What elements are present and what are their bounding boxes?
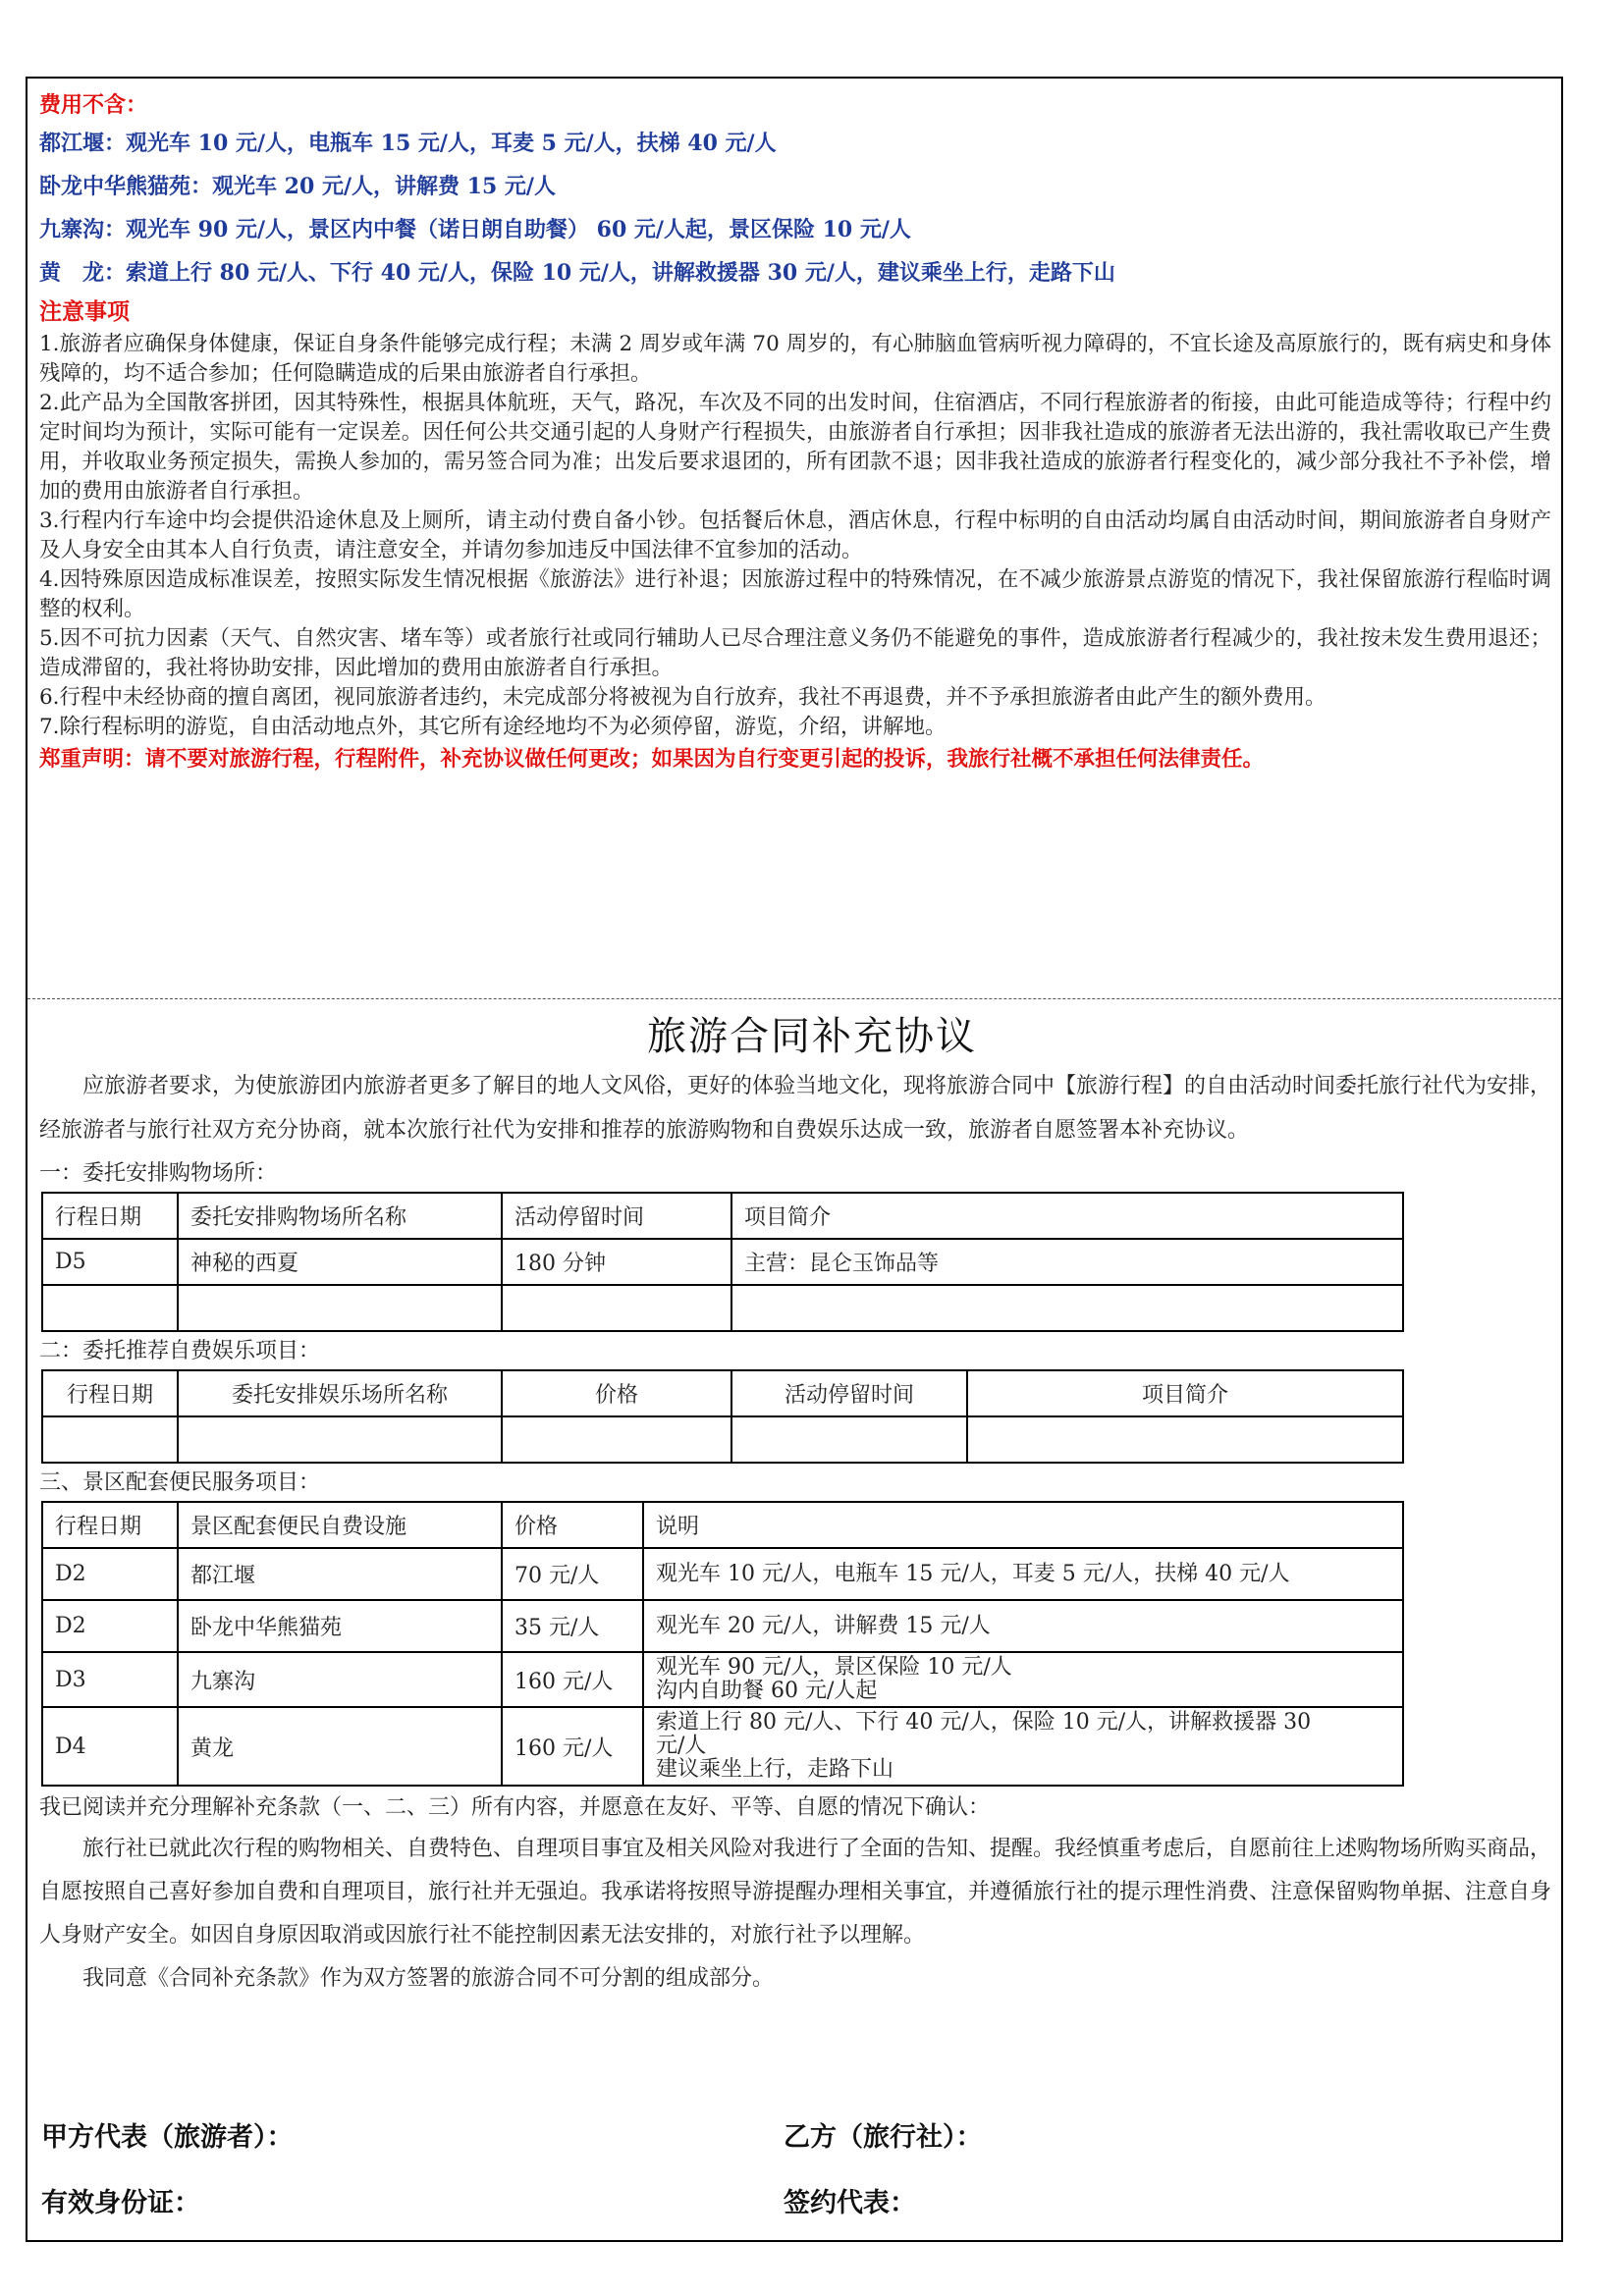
row-description: [643, 1548, 1403, 1600]
description-line: 沟内自助餐 60 元/人起: [656, 1679, 878, 1703]
row-price: 35 元/人: [502, 1600, 643, 1652]
table-header-cell: 活动停留时间: [731, 1370, 967, 1416]
fees-title: 费用不含：: [39, 92, 148, 118]
row-date: D4: [42, 1707, 178, 1786]
table-row: [42, 1707, 1403, 1786]
fee-place: 黄 龙：: [39, 260, 127, 286]
table-cell: D5: [42, 1239, 178, 1285]
row-date: D3: [42, 1652, 178, 1707]
fee-text: 观光车 20 元/人，讲解费 15 元/人: [212, 174, 556, 199]
row-facility: 都江堰: [178, 1548, 502, 1600]
table-header-cell: 项目简介: [967, 1370, 1403, 1416]
fee-place: 卧龙中华熊猫苑：: [39, 174, 213, 199]
table-row: [42, 1416, 1403, 1463]
row-description: [643, 1652, 1403, 1707]
agreement-para2: 旅行社已就此次行程的购物相关、自费特色、自理项目事宜及相关风险对我进行了全面的告知、提醒。我经慎重考虑后，自愿前往上述购物场所购买商品，自愿按照自己喜好参加自费和自理项目，旅行社并无强迫。我承诺将按照导游提醒办理相关事宜，并遵循旅行社的提示理性消费、注意保留购物单据、注意自身人身财产安全。如因自身原因取消或因旅行社不能控制因素无法安排的，对旅行社予以理解。: [39, 1837, 1552, 1948]
table-header-cell: 行程日期: [42, 1193, 178, 1239]
id-label: 有效身份证：: [41, 2188, 200, 2218]
row-price: 70 元/人: [502, 1548, 643, 1600]
table-header-cell: 行程日期: [42, 1502, 178, 1548]
row-date: D2: [42, 1600, 178, 1652]
table-header-cell: 行程日期: [42, 1370, 178, 1416]
row-facility: 九寨沟: [178, 1652, 502, 1707]
sign-label: 签约代表：: [784, 2188, 916, 2218]
agreement-title: 旅游合同补充协议: [647, 1014, 977, 1059]
note-item: 7.除行程标明的游览，自由活动地点外，其它所有途经地均不为必须停留，游览，介绍，讲解地。: [39, 715, 947, 739]
table-cell: [502, 1416, 731, 1463]
table-cell: [731, 1416, 967, 1463]
table-header-cell: 价格: [502, 1370, 731, 1416]
description-line: 观光车 20 元/人，讲解费 15 元/人: [656, 1613, 991, 1638]
note-item: 4.因特殊原因造成标准误差，按照实际发生情况根据《旅游法》进行补退；因旅游过程中的特殊情况，在不减少旅游景点游览的情况下，我社保留旅游行程临时调整的权利。: [39, 567, 1551, 621]
table-header-cell: 委托安排购物场所名称: [178, 1193, 502, 1239]
row-description: [643, 1707, 1403, 1786]
description-line: 索道上行 80 元/人、下行 40 元/人，保险 10 元/人，讲解救援器 30: [656, 1710, 1312, 1735]
fee-text: 观光车 90 元/人，景区内中餐（诺日朗自助餐） 60 元/人起，景区保险 10 元/人: [126, 217, 911, 242]
notes-list: [39, 330, 1551, 742]
row-description: [643, 1600, 1403, 1652]
agreement-body: [39, 1060, 1551, 2001]
table-cell: 神秘的西夏: [178, 1239, 502, 1285]
row-facility: 黄龙: [178, 1707, 502, 1786]
table-header-cell: 委托安排娱乐场所名称: [178, 1370, 502, 1416]
table-header-row: [42, 1502, 1403, 1548]
table-header-cell: 价格: [502, 1502, 643, 1548]
table-cell: [731, 1285, 1403, 1331]
row-price: 160 元/人: [502, 1652, 643, 1707]
row-price: 160 元/人: [502, 1707, 643, 1786]
fee-text: 观光车 10 元/人，电瓶车 15 元/人，耳麦 5 元/人，扶梯 40 元/人: [126, 131, 777, 156]
fee-line: [39, 165, 1551, 208]
table-row: [42, 1600, 1403, 1652]
table-row: [42, 1239, 1403, 1285]
fee-line: [39, 122, 1551, 165]
table-cell: [502, 1285, 731, 1331]
note-item: 3.行程内行车途中均会提供沿途休息及上厕所，请主动付费自备小钞。包括餐后休息，酒店休息，行程中标明的自由活动均属自由活动时间，期间旅游者自身财产及人身安全由其本人自行负责，请注意安全，并请勿参加违反中国法律不宜参加的活动。: [39, 508, 1551, 562]
table-cell: [178, 1416, 502, 1463]
description-line: 建议乘坐上行，走路下山: [656, 1757, 894, 1782]
section3-title: 三、景区配套便民服务项目：: [39, 1470, 321, 1495]
row-date: D2: [42, 1548, 178, 1600]
service-table: [41, 1501, 1404, 1787]
fees-list: [39, 122, 1551, 294]
dashed-divider: [27, 998, 1561, 999]
table-cell: [967, 1416, 1403, 1463]
fees-and-notes-section: [39, 88, 1551, 775]
fee-place: 九寨沟：: [39, 217, 127, 242]
table-cell: [42, 1416, 178, 1463]
table-row: [42, 1652, 1403, 1707]
description-line: 元/人: [656, 1734, 707, 1758]
row-facility: 卧龙中华熊猫苑: [178, 1600, 502, 1652]
table-header-cell: 说明: [643, 1502, 1403, 1548]
table-cell: 180 分钟: [502, 1239, 731, 1285]
table-header-cell: 项目简介: [731, 1193, 1403, 1239]
party-b-label: 乙方（旅行社）：: [784, 2122, 983, 2153]
shopping-table: [41, 1192, 1404, 1332]
fee-line: [39, 251, 1551, 294]
table-header-cell: 活动停留时间: [502, 1193, 731, 1239]
note-item: 5.因不可抗力因素（天气、自然灾害、堵车等）或者旅行社或同行辅助人已尽合理注意义务仍不能避免的事件，造成旅游者行程减少的，我社按未发生费用退还；造成滞留的，我社将协助安排，因此增加的费用由旅游者自行承担。: [39, 626, 1551, 680]
party-a-label: 甲方代表（旅游者）：: [41, 2122, 294, 2153]
notes-title: 注意事项: [39, 298, 130, 325]
agreement-para3: 我同意《合同补充条款》作为双方签署的旅游合同不可分割的组成部分。: [82, 1966, 775, 1991]
table-row: [42, 1548, 1403, 1600]
section1-title: 一：委托安排购物场所：: [39, 1161, 278, 1186]
table-header-cell: 景区配套便民自费设施: [178, 1502, 502, 1548]
note-item: 2.此产品为全国散客拼团，因其特殊性，根据具体航班，天气，路况，车次及不同的出发时间，住宿酒店，不同行程旅游者的衔接，由此可能造成等待；行程中约定时间均为预计，实际可能有一定误差。因任何公共交通引起的人身财产行程损失，由旅游者自行承担；因非我社造成的旅游者无法出游的，我社需收取已产生费用，并收取业务预定损失，需换人参加的，需另签合同为准；出发后要求退团的，所有团款不退；因非我社造成的旅游者行程变化的，减少部分我社不予补偿，增加的费用由旅游者自行承担。: [39, 391, 1551, 504]
table-cell: 主营：昆仑玉饰品等: [731, 1239, 1403, 1285]
table-cell: [178, 1285, 502, 1331]
note-item: 1.旅游者应确保身体健康，保证自身条件能够完成行程；未满 2 周岁或年满 70 周岁的，有心肺脑血管病听视力障碍的，不宜长途及高原旅行的，既有病史和身体残障的，均不适合参加；任何隐瞒造成的后果由旅游者自行承担。: [39, 332, 1551, 386]
description-line: 观光车 10 元/人，电瓶车 15 元/人，耳麦 5 元/人，扶梯 40 元/人: [656, 1561, 1290, 1586]
fee-place: 都江堰：: [39, 131, 127, 156]
fee-line: [39, 208, 1551, 251]
description-line: 观光车 90 元/人，景区保险 10 元/人: [656, 1655, 1012, 1680]
note-item: 6.行程中未经协商的擅自离团，视同旅游者违约，未完成部分将被视为自行放弃，我社不再退费，并不予承担旅游者由此产生的额外费用。: [39, 685, 1326, 710]
section2-title: 二：委托推荐自费娱乐项目：: [39, 1339, 321, 1363]
statement: 郑重声明：请不要对旅游行程，行程附件，补充协议做任何更改；如果因为自行变更引起的投诉，我旅行社概不承担任何法律责任。: [39, 747, 1265, 772]
fee-text: 索道上行 80 元/人、下行 40 元/人，保险 10 元/人，讲解救援器 30 元/人，建议乘坐上行，走路下山: [126, 260, 1115, 286]
table-row: [42, 1285, 1403, 1331]
table-header-row: [42, 1370, 1403, 1416]
entertainment-table: [41, 1369, 1404, 1464]
table-header-row: [42, 1193, 1403, 1239]
confirm-text: 我已阅读并充分理解补充条款（一、二、三）所有内容，并愿意在友好、平等、自愿的情况下确认：: [39, 1795, 991, 1820]
agreement-intro: 应旅游者要求，为使旅游团内旅游者更多了解目的地人文风俗，更好的体验当地文化，现将旅游合同中【旅游行程】的自由活动时间委托旅行社代为安排，经旅游者与旅行社双方充分协商，就本次旅行社代为安排和推荐的旅游购物和自费娱乐达成一致，旅游者自愿签署本补充协议。: [39, 1074, 1552, 1143]
table-cell: [42, 1285, 178, 1331]
